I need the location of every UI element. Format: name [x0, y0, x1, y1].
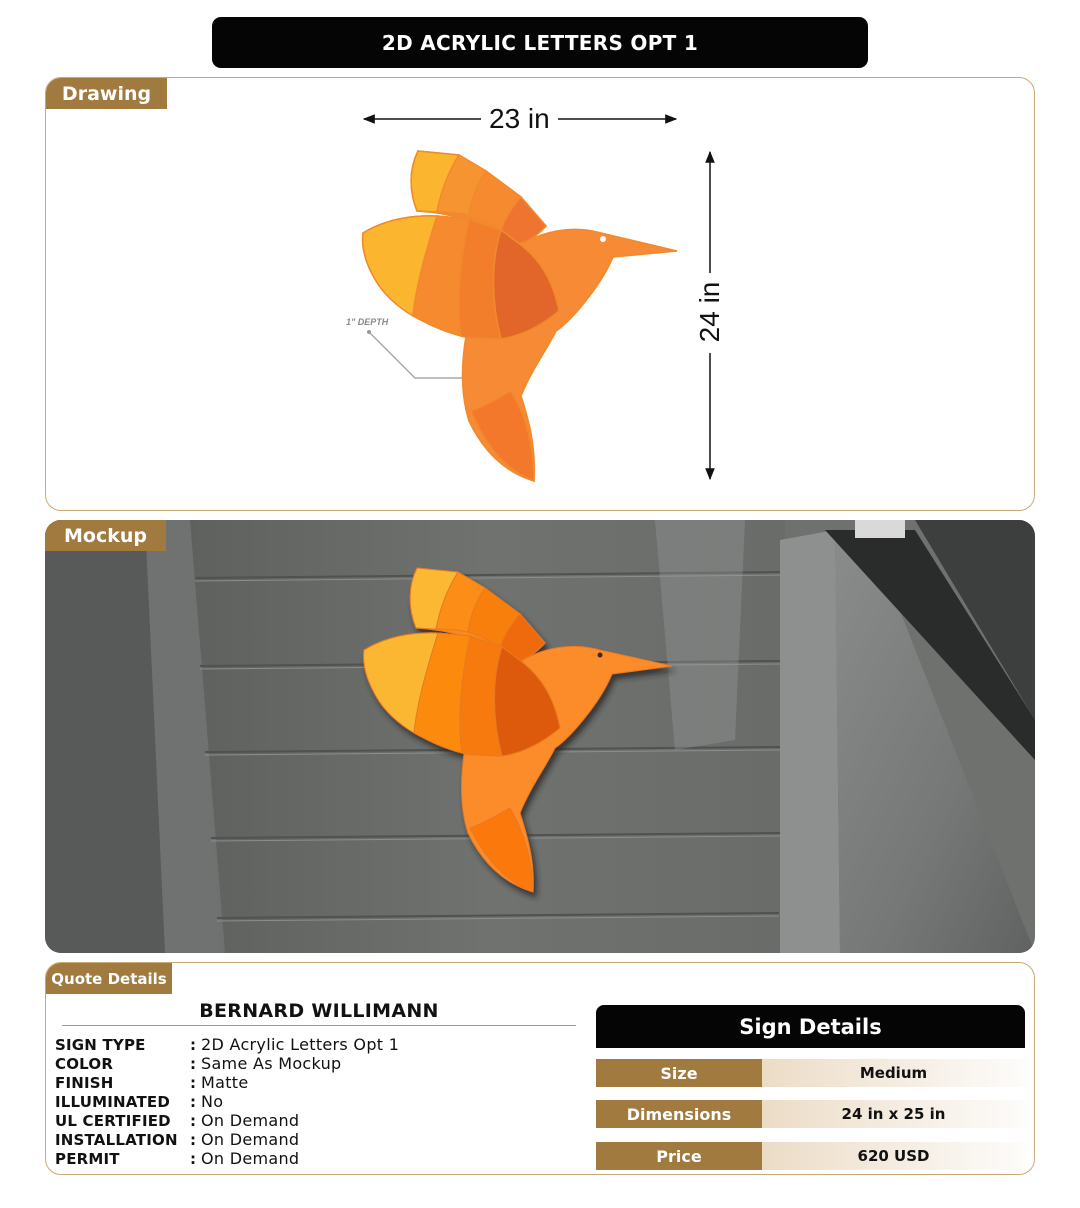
depth-label: 1" DEPTH: [346, 317, 389, 327]
sign-details-header: Sign Details: [596, 1005, 1025, 1048]
mockup-scene: [45, 520, 1035, 953]
spec-colon: :: [190, 1149, 196, 1168]
sign-detail-row-dimensions: [596, 1100, 1025, 1128]
spec-key: UL CERTIFIED: [55, 1111, 171, 1130]
height-dimension-label: 24 in: [694, 281, 725, 343]
spec-row-permit: [55, 1149, 299, 1168]
sign-detail-key: Price: [596, 1142, 762, 1170]
spec-row-ul-certified: [55, 1111, 299, 1130]
sign-detail-key: Size: [596, 1059, 762, 1087]
spec-value: Same As Mockup: [201, 1054, 342, 1073]
spec-row-finish: [55, 1073, 249, 1092]
drawing-tab: Drawing: [46, 78, 167, 109]
client-name: BERNARD WILLIMANN: [199, 1000, 439, 1022]
spec-colon: :: [190, 1073, 196, 1092]
drawing-canvas: [46, 78, 1035, 511]
spec-colon: :: [190, 1130, 196, 1149]
mockup-panel: [45, 520, 1035, 953]
spec-value: No: [201, 1092, 224, 1111]
spec-row-sign-type: [55, 1035, 399, 1054]
spec-value: On Demand: [201, 1149, 300, 1168]
spec-key: PERMIT: [55, 1149, 120, 1168]
sign-detail-row-price: [596, 1142, 1025, 1170]
sign-detail-row-size: [596, 1059, 1025, 1087]
sign-detail-value: 620 USD: [762, 1142, 1025, 1170]
sign-detail-value: Medium: [762, 1059, 1025, 1087]
spec-colon: :: [190, 1035, 196, 1054]
spec-key: FINISH: [55, 1073, 114, 1092]
spec-value: 2D Acrylic Letters Opt 1: [201, 1035, 400, 1054]
width-dimension-label: 23 in: [489, 103, 550, 134]
depth-leader-line: [369, 332, 464, 378]
spec-value: On Demand: [201, 1130, 300, 1149]
spec-key: INSTALLATION: [55, 1130, 178, 1149]
spec-value: On Demand: [201, 1111, 300, 1130]
bird-logo-drawing: [363, 151, 677, 481]
spec-value: Matte: [201, 1073, 249, 1092]
spec-colon: :: [190, 1092, 196, 1111]
sign-detail-key: Dimensions: [596, 1100, 762, 1128]
spec-row-color: [55, 1054, 342, 1073]
drawing-panel: [45, 77, 1035, 511]
spec-key: ILLUMINATED: [55, 1092, 170, 1111]
spec-row-illuminated: [55, 1092, 223, 1111]
spec-key: SIGN TYPE: [55, 1035, 146, 1054]
spec-row-installation: [55, 1130, 299, 1149]
spec-key: COLOR: [55, 1054, 114, 1073]
quote-details-tab: Quote Details: [46, 963, 172, 994]
client-name-divider: [62, 1025, 576, 1026]
spec-colon: :: [190, 1054, 196, 1073]
sign-detail-value: 24 in x 25 in: [762, 1100, 1025, 1128]
mockup-tab: Mockup: [45, 520, 166, 551]
page-title: 2D ACRYLIC LETTERS OPT 1: [212, 17, 868, 68]
spec-colon: :: [190, 1111, 196, 1130]
